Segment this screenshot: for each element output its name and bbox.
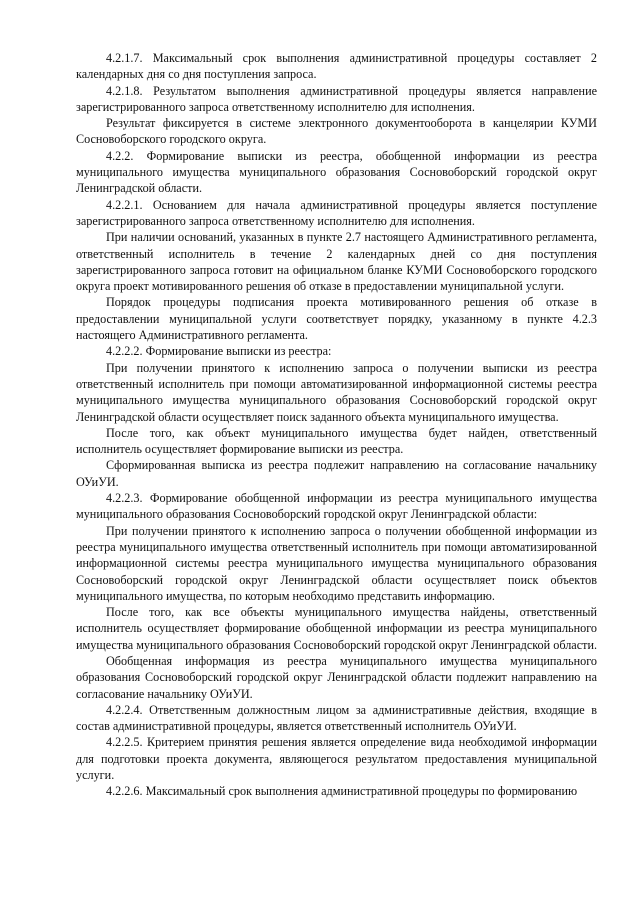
paragraph-4-2-2-4: 4.2.2.4. Ответственным должностным лицом за административные действия, входящие в состав административной процедуры, является ответственный исполнитель ОУиУИ. bbox=[76, 702, 597, 734]
paragraph-extract-forming: После того, как объект муниципального имущества будет найден, ответственный исполнитель осуществляет формирование выписки из реестра. bbox=[76, 425, 597, 457]
paragraph-extract-search: При получении принятого к исполнению запроса о получении выписки из реестра ответственный исполнитель при помощи автоматизированной информационной системы реестра муниципального имущества муниципального образования Сосновоборский городской округ Ленинградской области осуществляет поиск заданного объекта муниципального имущества. bbox=[76, 360, 597, 424]
paragraph-extract-approval: Сформированная выписка из реестра подлежит направлению на согласование начальнику ОУиУИ. bbox=[76, 458, 597, 489]
paragraph-4-2-2-3: 4.2.2.3. Формирование обобщенной информации из реестра муниципального имущества муниципального образования Сосновоборский городской округ Ленинградской области: bbox=[76, 491, 597, 522]
paragraph-4-2-2-1: 4.2.2.1. Основанием для начала административной процедуры является поступление зарегистрированного запроса ответственному исполнителю для исполнения. bbox=[76, 197, 597, 228]
paragraph-summary-search: При получении принятого к исполнению запроса о получении обобщенной информации из реестра муниципального имущества ответственный исполнитель при помощи автоматизированной информационной системы реестра муниципального имущества муниципального образования Сосновоборский городской округ Ленинградской области осуществляет поиск объектов муниципального имущества, по которым необходимо представить информацию. bbox=[76, 523, 597, 603]
paragraph-grounds-refusal: При наличии оснований, указанных в пункте 2.7 настоящего Административного регламента, ответственный исполнитель в течение 2 календарных дней со дня поступления зарегистрированного запроса готовит на официальном бланке КУМИ Сосновоборского городского округа проект мотивированного решения об отказе в предоставлении муниципальной услуги. bbox=[76, 230, 597, 294]
paragraph-4-2-2: 4.2.2. Формирование выписки из реестра, обобщенной информации из реестра муниципального имущества муниципального образования Сосновоборский городской округ Ленинградской области. bbox=[76, 148, 597, 196]
paragraph-result-fixation: Результат фиксируется в системе электронного документооборота в канцелярии КУМИ Сосновоборского городского округа. bbox=[76, 116, 597, 147]
paragraph-summary-forming: После того, как все объекты муниципального имущества найдены, ответственный исполнитель осуществляет формирование обобщенной информации из реестра муниципального имущества муниципального образования Сосновоборский городской округ Ленинградской области. bbox=[76, 605, 598, 652]
paragraph-4-2-1-7: 4.2.1.7. Максимальный срок выполнения административной процедуры составляет 2 календарных дня со дня поступления запроса. bbox=[76, 51, 597, 82]
paragraph-signing-procedure: Порядок процедуры подписания проекта мотивированного решения об отказе в предоставлении муниципальной услуги соответствует порядку, указанному в пункте 4.2.3 настоящего Административного регламента. bbox=[76, 295, 597, 343]
document-page bbox=[76, 50, 597, 800]
paragraph-4-2-2-6: 4.2.2.6. Максимальный срок выполнения административной процедуры по формированию bbox=[106, 784, 578, 799]
paragraph-4-2-1-8: 4.2.1.8. Результатом выполнения административной процедуры является направление зарегистрированного запроса ответственному исполнителю для исполнения. bbox=[76, 83, 597, 114]
paragraph-summary-approval: Обобщенная информация из реестра муниципального имущества муниципального образования Сосновоборский городской округ Ленинградской области подлежит направлению на согласование начальнику ОУиУИ. bbox=[76, 653, 597, 701]
paragraph-4-2-2-2: 4.2.2.2. Формирование выписки из реестра: bbox=[106, 344, 332, 359]
paragraph-4-2-2-5: 4.2.2.5. Критерием принятия решения является определение вида необходимой информации для подготовки проекта документа, являющегося результатом предоставления муниципальной услуги. bbox=[76, 735, 597, 783]
